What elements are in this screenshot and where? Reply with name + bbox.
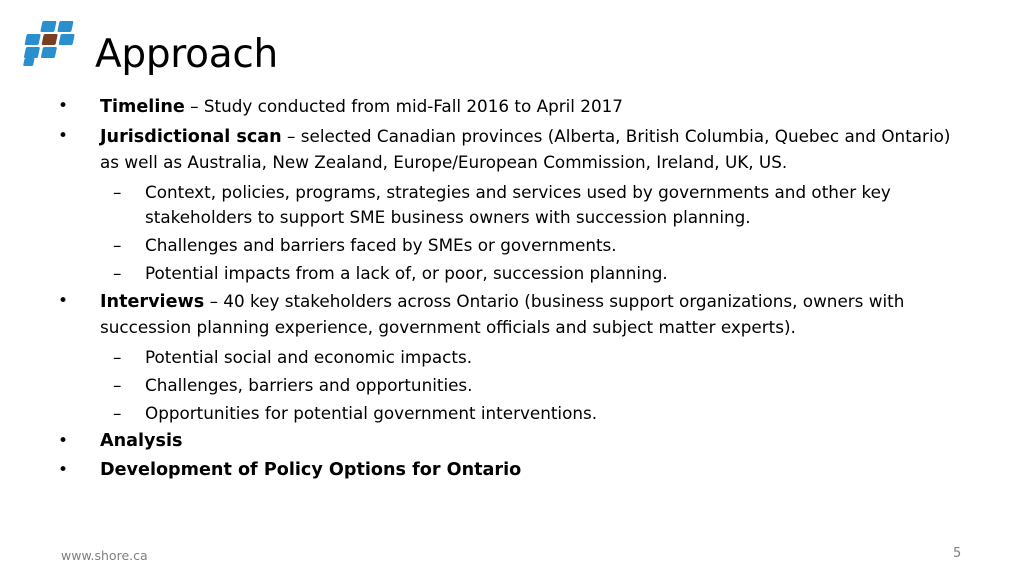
bullet-text: – Study conducted from mid-Fall 2016 to April 2017: [184, 96, 623, 116]
dash-icon: –: [113, 346, 122, 367]
bullet-term: Development of Policy Options for Ontario: [100, 459, 522, 480]
bullet-icon: •: [58, 290, 69, 311]
bullet-item-policy-options: [0, 458, 960, 483]
bullet-item-jurisdictional-scan: [0, 124, 960, 176]
shore-logo-icon: [21, 19, 75, 67]
sub-bullet-item: [0, 401, 960, 426]
sub-bullet-text: Challenges, barriers and opportunities.: [145, 374, 473, 395]
sub-bullet-item: [0, 373, 960, 398]
bullet-item-interviews: [0, 289, 960, 341]
bullet-item-analysis: [0, 429, 960, 454]
bullet-text: – selected Canadian provinces (Alberta, British Columbia, Quebec and Ontario) as well as Australia, New Zealand, Europe/European Commission, Ireland, UK, US.: [100, 126, 951, 172]
bullet-icon: •: [58, 430, 69, 451]
bullet-item-timeline: [0, 94, 960, 120]
bullet-icon: •: [58, 459, 69, 480]
sub-bullet-item: [0, 345, 960, 370]
bullet-text: – 40 key stakeholders across Ontario (business support organizations, owners with succession planning experience, government officials and subject matter experts).: [100, 290, 905, 337]
bullet-term: Jurisdictional scan: [100, 127, 282, 147]
bullet-icon: •: [58, 126, 69, 146]
dash-icon: –: [113, 182, 122, 202]
dash-icon: –: [113, 402, 122, 423]
sub-bullet-text: Potential social and economic impacts.: [145, 346, 473, 367]
dash-icon: –: [113, 374, 122, 395]
sub-bullet-item: [0, 180, 960, 229]
bullet-term: Timeline: [100, 97, 185, 117]
bullet-term: Interviews: [100, 291, 205, 312]
bullet-list: [0, 94, 1024, 487]
dash-icon: –: [113, 234, 122, 255]
sub-bullet-text: Opportunities for potential government interventions.: [145, 402, 598, 423]
sub-bullet-text: Context, policies, programs, strategies and services used by governments and other key stakeholders to support SME business owners with succession planning.: [145, 182, 891, 227]
sub-bullet-text: Potential impacts from a lack of, or poor, succession planning.: [145, 262, 668, 283]
slide-title: Approach: [95, 32, 278, 77]
footer-url: www.shore.ca: [61, 548, 148, 563]
bullet-icon: •: [58, 96, 69, 116]
sub-bullet-text: Challenges and barriers faced by SMEs or governments.: [145, 234, 617, 255]
dash-icon: –: [113, 262, 122, 283]
page-number: 5: [953, 546, 962, 561]
bullet-term: Analysis: [100, 430, 183, 451]
sub-bullet-item: [0, 233, 960, 258]
sub-bullet-item: [0, 261, 960, 286]
